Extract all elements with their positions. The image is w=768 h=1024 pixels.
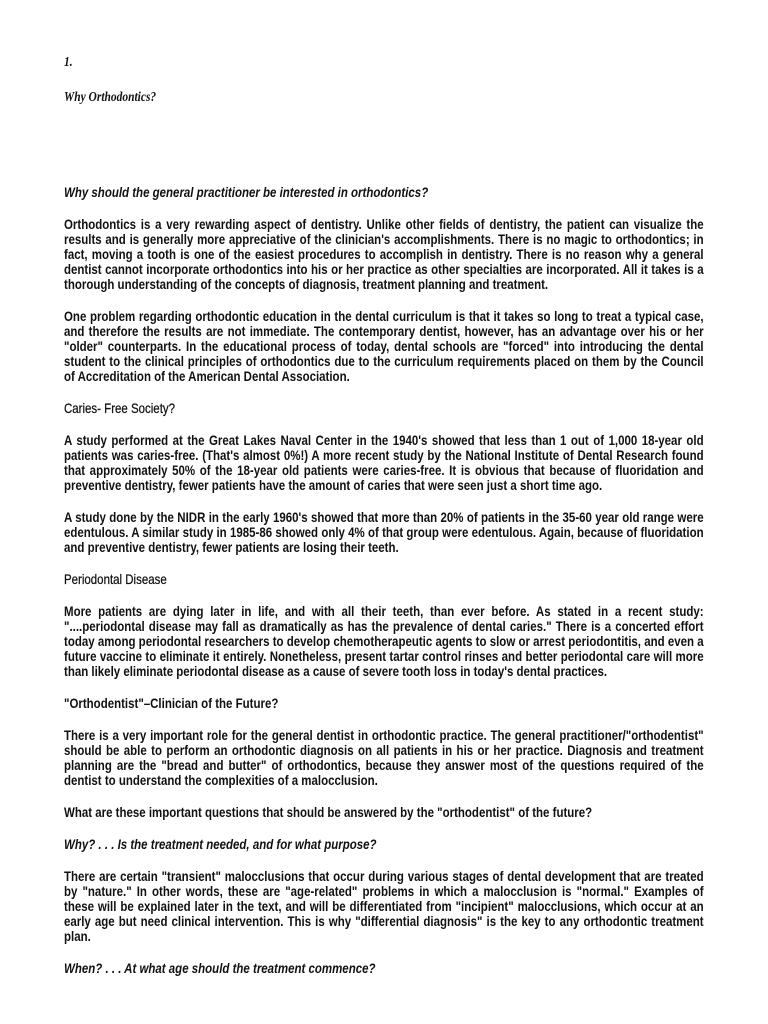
- paragraph: There are certain "transient" malocclusions that occur during various stages of dental development that are treated by "nature." In other words, these are "age-related" problems in which a malocclusion is "normal." Examples of these will be explained later in the text, and will be differentiated from "incipient" malocclusions, which occur at an early age but need clinical intervention. This is why "differential diagnosis" is the key to any orthodontic treatment plan.: [64, 868, 704, 944]
- section-heading: Periodontal Disease: [64, 571, 167, 587]
- paragraph: A study done by the NIDR in the early 1960's showed that more than 20% of patients in the 35-60 year old range were edentulous. A similar study in 1985-86 showed only 4% of that group were edentulous. Again, because of fluoridation and preventive dentistry, fewer patients are losing their teeth.: [64, 509, 704, 555]
- document-page: [64, 55, 704, 993]
- chapter-number: 1.: [64, 55, 73, 70]
- paragraph: A study performed at the Great Lakes Naval Center in the 1940's showed that less than 1 out of 1,000 18-year old patients was caries-free. (That's almost 0%!) A more recent study by the National Institute of Dental Research found that approximately 50% of the 18-year old patients were caries-free. It is obvious that because of fluoridation and preventive dentistry, fewer patients have the amount of caries that were seen just a short time ago.: [64, 432, 704, 493]
- paragraph: What are these important questions that should be answered by the "orthodentist" of the future?: [64, 804, 593, 820]
- paragraph: Orthodontics is a very rewarding aspect of dentistry. Unlike other fields of dentistry, the patient can visualize the results and is generally more appreciative of the clinician's accomplishments. There is no magic to orthodontics; in fact, moving a tooth is one of the easiest procedures to accomplish in dentistry. There is no reason why a general dentist cannot incorporate orthodontics into his or her practice as other specialties are incorporated. All it takes is a thorough understanding of the concepts of diagnosis, treatment planning and treatment.: [64, 216, 704, 292]
- paragraph: One problem regarding orthodontic education in the dental curriculum is that it takes so long to treat a typical case, and therefore the results are not immediate. The contemporary dentist, however, has an advantage over his or her "older" counterparts. In the educational process of today, dental schools are "forced" into introducing the dental student to the clinical principles of orthodontics due to the curriculum requirements placed on them by the Council of Accreditation of the American Dental Association.: [64, 308, 704, 384]
- section-heading: Caries- Free Society?: [64, 400, 176, 416]
- section-question: Why should the general practitioner be interested in orthodontics?: [64, 184, 429, 200]
- section-question: When? . . . At what age should the treatment commence?: [64, 960, 376, 976]
- section-question: Why? . . . Is the treatment needed, and for what purpose?: [64, 836, 377, 852]
- chapter-title: Why Orthodontics?: [64, 90, 157, 105]
- paragraph: There is a very important role for the general dentist in orthodontic practice. The general practitioner/"orthodentist" should be able to perform an orthodontic diagnosis on all patients in his or her practice. Diagnosis and treatment planning are the "bread and butter" of orthodontics, because they answer most of the questions required of the dentist to understand the complexities of a malocclusion.: [64, 727, 704, 788]
- paragraph: More patients are dying later in life, and with all their teeth, than ever before. As stated in a recent study: "....periodontal disease may fall as dramatically as has the prevalence of dental caries." There is a concerted effort today among periodontal researchers to develop chemotherapeutic agents to slow or arrest periodontitis, and even a future vaccine to eliminate it entirely. Nonetheless, present tartar control rinses and better periodontal care will more than likely eliminate periodontal disease as a cause of severe tooth loss in today's dental practices.: [64, 603, 704, 679]
- section-heading: "Orthodentist"–Clinician of the Future?: [64, 695, 279, 711]
